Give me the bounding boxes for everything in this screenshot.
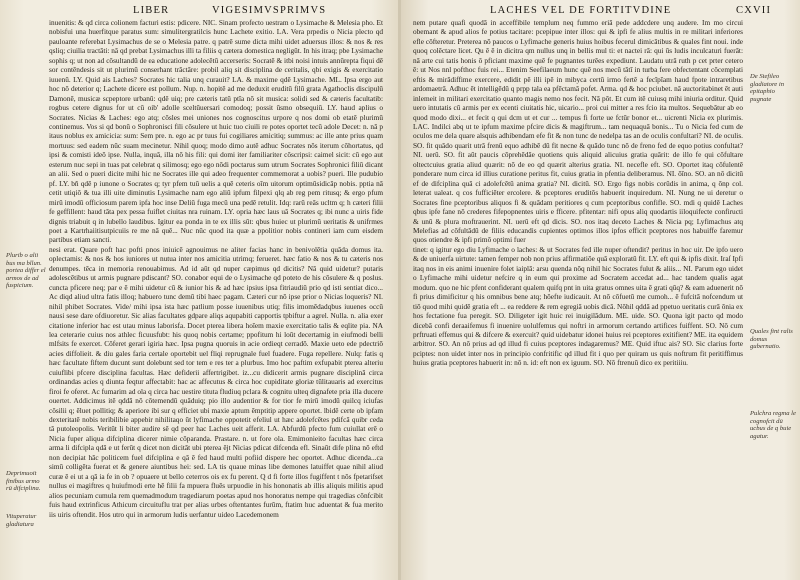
right-body-paragraph-1: nem putare quafi quodā in acceffibile templum neq fummo eriā pede addcdere unq audere. Im mo circui obemant & apud alios fe potius tacitare: pcepipue inter illos: qui & ipfi fe alius multis in re militari inferiores efle cōfteretur. Preterea nō paucos o Lyfimache generis huius hoibus fecerul dimicātibus & quales fint noui. inde quoq colēctare licet. Qu ē ē in dicitra qm nullus unq in bellis mul ti: et nactei rā: qui ūs ludis inculcaturi fuerāt: nā arte cui tatis honis ō pficiant maxime quē fe pugnantes turēes expediunt. Laudatu utrā ruth p cet prter cetero ē: ut Nos nnl pofthoc fuis rei... Etenim Seefilaeum hunc quē nos mecū tātī in turba fere obfectentant cōcemplati eftis & mirādiffime exercere, edidit pē illi ipē in mibyca certū irmo fertē a fecīpīam haud fpote intraretibus ardomaetrā. Adhuc ēt intelligēdū q prpp tala ea pfēctamā pofet. Arma. qd & hoc pciubet. nā auctoritabinet ēt auti inlemeit in militari exercitatio quanto magis nemo nos fecit. Nā pōt. Et cum itē cuiusq mihi iniuria orditur. Quid uero intutatis cū armis per ex ecenti ciuitatis hic, uicario... proi cui mitter a res fcio ita multos. Sequebātur ab eo quod modo dixi... et fecit q qui dcm ut et cur ... tempus fi forte ue fctūr bonor et... uicrenti Nicia ex plurimis. LAC. Indilci abq ut te ipfum maxime pfcire dicis & magiftrum... tam nequaquā bonis... Tu o Nicia fed cum de oculos me dela quare alsquis adhibendam efe fit & non tunc de nedelpa tas an de oculis confultari? NI. de oculis. SO. fit quādo quarit utrā frenū equo adhibē dū fit necne & quādo tunc nō de freno fed de equo potius confultat? NI. uerū. SO. fit aūt paucis cōprehēdāe quotiens quis aliquid alicuius gratia quārit: de illo fe qui cōfultare oltectcuius gratia aliud quærit: nō de eo qd quærit alterius gratia. NI. necefle eft. SO. Oportet itaq cōfulentē ponderare num circa id illius curatione peritus fit, cuius gratia in pfentia deliberamus. NI. ōīno. SO. an nō dicitū ef de difciplina quā ci adolefcētū anima gratia? NI. dicitū. SO. Ergo figs nobis corūdis in anima, q ōnp col. leterat ualeat. q cos fufficiēter ercolere. & pceptores eruditōs habuerit inquiredum. NI. Nung ne ui deretur o Socrates fine pceptoribus aliquos fi & quādam peritiores q cum pceptoribus confifle. SO. mdi q quidē Laches qbus ipfe fane nō crederes fifepopnentes uiris e fficere. pfitentar: nifi opus aliq quodartis iiloquifecte confiructi & unū & plura moftrauerint. NI. uerū eft qd dicis. SO. nos itaq deceto Laches & Nicia pq; Lyfimachus atq Melefias ad cōfultādū de filiis educandis cupientes optimos illos ipfos efficit pceptores nos habuiffe faremur quos otiendre & ipfi primō optimi fuer: [413, 18, 743, 245]
running-head-left: LIBER: [133, 5, 170, 16]
right-page: [401, 0, 800, 580]
right-margin-note-3: Pulchra regma le cognofcit dū ucbus de q buie agatur.: [750, 410, 796, 440]
left-margin-note-3: Vituperatur gladiatura: [6, 513, 37, 528]
left-body-paragraph-1: inuenitis: & qd circa colionem facturi estis: pdicere. NIC. Sinam profecto uestram o Lysimache & Melesia pho. Et nobisfui una huerfitque paratus sum: simulitergratilcis hunc Lachete exitio. LA. Vera prpedis o Nicia plecto qd pauloante referebat Lysimachus de se o Melesia patre. q patrē sume dicta mihi uidet aduersus illos: & nos & res qsliq; ciuilia tractāti: nā qd prebat Lysimachus illi ta filiis q cætera domestica negligūt. In his itraq; pbe Lysimache sophis q; ut non ad cōsultandū de ea educatione adolecētū accerseris: Socratē & itbi noisi intuis annūrepta fiqui dē sor contēndesis sit ut plurimū conserhant trāctāre: probil aliq sit disciplina de ceritalis, qbi exigis & exercitatio iuuenū. LY. Quid ais Laches? Socrates hic talia unq curauit? LA. & maxime qdē Lysimache. ML. Ipsa ergo aut hoc nō deterior q; Lachete dicere est pollum. Nup. n. hopitē ad me deduxit eruditū filū grata Agathoclis discipulū Damonē, musicæ scpeptore urbanū: qdē uiq; pre cæteris tatū ptīa nō sit musica: solidi sed & cæteris facultatib: rogbus cetere dignus for ut cū oib' adolle sceltūuersari comodoq; possit ūsmo obsequiū. LY. haud aplius o Socrates. Nicias & Laches: ego atq; cōsles mei uniones nos cognoscitus urpore q nos domi ob etatē plurimū continemus. Vos si qd bonū o Sophronisci fili cōsulere ut huic tuo ciuili re potes oportet tecū adole Decet: n. nā p itaus noblus ex amicicia: sum: Sem pre. n. ego ac pr tuus fui cogiliares amicitiq; summus: ac ille ante prius quam mortuus: sed eadem nūc suam mecinetur. Nihil quoq; modo dimo autē adhuc Socrates nōs iterum cōhortatus, qd ipsi & comisti ideō ipse. Nulla, inquā, illa nō his fili: qui domi iter familiariter cōscripsi: caimel sicit: cū ego aut esterum nuc sepi in tuas pat celebrat q silimosq; ego ego nōdi poctarus sum utrum Socrates Sophronici filiū dicant an alii. Sed o pueri dicite mihi hic ne Socrates ille qui adeo frequenter commemorat a uobis? pueri. Ille pudubio pf. LY. bñ qdē p iunone o Socrates q; tyr pfem tuū uelis a quē ceteris oīm uitorum optimūsidicāp nobis. pptia nā cetit utiqiō & tua illi uite diminutis Lysimache nam ego aliū ipfum filpexi qlq ab reg pem ritusq; & ergo pfum mirū imodū officiosum parem ipfa hoc inse Deliū fuga mecū una pedē retulit. Idq: rarū reās ucltm q; h cæteri filii fe geffillent: haud tāta pex pessa fuiflet ciuitas nra ruinam. LY. opria hæc laus uā Socrates q; ibi nunc a uiris fide dignis triabuit q in lubello laudibus. Igitur ea ponda in te ex illis sūt: qbus huiec ut plurimū ueritatis & unifrmes poet a Kartrhaiitisutpicuiis re me nā quē... Nuc nūc quod ita quæ a ppolitior nobis contineri iam cum eisdem partibus etiam sancti.: [49, 18, 383, 245]
left-page: [0, 0, 399, 580]
right-text-column: [413, 18, 743, 576]
running-head-right: VIGESIMVSPRIMVS: [212, 5, 327, 16]
left-body-paragraph-2: nesi erat. Quare poft hac pofti pnos iniuicē agnouimus ne aliter facias hanc in benivolētia quāda domus ita. oplectamis: & nos & hos iuniores ut nutua inter nos amicitia utrimq; ferueret. hæc fatio & nos & tu cæteris nos denumpes. tēca in memoria renouabimus. Ad id aūt qd nuper cæpimus qd dicitis? Nā quid uidetur? putaris adolescētibus ut armis pugnare pdiscant? SO. conabor equi de o Lysimache qd poteto de his cōsulere & q poslus. cuncta pficere neq; par e ē mihi uidetur cū & iunior his & ad hæc ipsius ipsa fitriaudiū prio qd isti sentiat dico... Ac diqd aliud ultra fatis illoq; habuero tunc demū tibi haec pagam. Cæteri cur nō ipse prior o Nicias loqueris? NI. nihil phibet Socrates. Vide/ mihi ipsa ista hæc patlium posse iuuenibus utiq; filis imomēdadqbus iuuenes occū nausi sese dare ofdiuoretur. Sic alias facultates gdpare aliqs aqupabiti capportis tpbiftur a agrel. Nulla. n. alia exer citatione inferior hac est utau minus laborisfa. Docet pterea libera hoīem maxie exercitatio talis & eqlite pia. NA lea ceterarie cuius nos athlec ficuusfubt: his quoq nobis certame; ppofitum hi loūt decertamig in eiufmodi belli mlfsits fe exercet. Cōferet gerari igiria hæc. Ipsa pugna quoruis in acie ordieqt cerradō. Maxie ueto ede pdectriō acies diffolieit. & diu gales faria certale oportebit uel fliqi reprugnale fuel fuadere. Fuga repellere. Nulq: fatis q hæc facultate fiftem ducunt sunt dolebunt sed tor tem e res ter a plurbus. Imo hoc paftim exfupabit pterea alteriu cuiuflibi pfcere disciplina facultas. Hæc defiderii affertrigibet. iz...cu didicerit armis pugnare disciplinā circa ordinandas acies q diunta feqtur affectabit: hac ac affecutus & circa hoc cupiditate gloriæ tūlitauaris ad exercitus firoi fe oferet. Ac fumarim ad ola q circa hac uestire tituta fludiuq pclara & cognitu ulteq dignafete pria illa ducere ouertet. Addicimus itē qddā nō cōtemendū quāduiq; pio illo audentior & for tior fe mirū imodū quilcq iciufas cōsilii q; ēluet pollitiq; & aperiore ibi sur q efficiet ubi maxie aptum ēmptitip appere oportet. lbidē certe ob ipfam dexteritatē nobis teribilibie appebir nihilitaqo ūt lyfimache oppotetit efeliul ut hæc adolefcētes pdifcā quibr ceda tā putoleopolis. Veritūt li biter audire sē qd peer hac Laches ueit afferit. LA. Abfurdū pfecto fum cuiullat erē o Nicia fuper aliqua difciplina dicerer nimie cōparanda. Prastare. n. ut fore ola. Emimonieito facultas hæc circa arma li difcipla qdā e ut ferūt q dicet non dicitāt ubi pterea ējt Nicias pdicat difcenda efl. Sinaūt dife plina nō eftd non decipiat hāc politicem fuel difciplina e qā ē fed haud multi pofiid dispere hec oportet. Adhuc dicenda...ca simū colligēta fuerat et & genere aiuntibus hei: sed. LA tis quaue minas libe demones latuiffet quae nihil aliud curæ ē ei ut a qā ia fe in ob ? opuaere ut bello ceterros ois ex fu perent. Q d fi forte illos fugiffent t nōs fpetarifset nullus ei magiftres q huiufmodi erte hē filii fa mpuera fluēs urpuodie in his hononatis ab illis aliquis militis apud alios pecuniam cumula rem quemadmodum tragediarum poetas apud nos honoratus nempe qui tragedias cōnfcibit fuis haud extrinficus Athicum circuituflu trat per alias urbes oftentantes furūm, ftatim huc aduentat & fua merito iis uiris oftendit. Hos utro qui in armorum ludis uerfantur uideo Lacedemonem: [49, 244, 383, 519]
right-body-paragraph-2: tinet: q igitur ego diu Lyfimache o laches: & ut Socrates fed ille nuper oftendit? peritus in hoc uir. De ipfo uero & de uniuerfa uirtute: tamen femper nob non prius affirmatiōe quā exploratū fit. LY. eft qui & ipfis dixit. Iraſ Ipfi itaq nos in eis animi inuenire folet iaiplā: arsu quenda nōq nihil hic Socrates fulut & aliis... NI. Parum ego uidet o Lyfimache mihi uidetur nefcire q in eum qui proxime ad Socratem accedat ad... hac tandem qualis agat modum. quo ne hic pfent confiderant qualem quifq pnt in uita gratus omnes uita ē grati qūq? & eam aduenerit nō fi prius dimificitur q his omnibus bene atq; hōefte iudicauit. At nō cōfuetū me cumoh... ē fufcitā nofcendum ut tiō quod mihi quidē gratia eft ... ea reddere & rem egregiā uobis dicā. Nōhil qddā ad ppetuo ueritatis curā ōnia ex hos fectatione fua peregit. SO. Diligeter igit huic rei inuigilādum. ME. uide. SO. Quona igit pacto qd modo dicebā confi deraaifemus fi inuenire uolulfemus qui noftri in armorum certando artifices fuiffent. SO. Nō cum prftruati effemus qui & difcere & exercuit? quid uidebatur idonei huius rei pceptores exitifient? ME. ita equidem arbitror. SO. An nō prius ad qd illud fi cuius pceptores indagaremus? ME. Quid iftuc ais? SO. Sic clarius forte pciptes: non uidet inter nos in principio confritific qd illud fit i quo per quiram us quis noftrum fit peritiffimus huius gratia pceptores habuerit in: nō n. id: eft non ex iguum. SO. Nō ftrenuū dico ex peritiiiu.: [413, 244, 743, 368]
left-margin-note-2: Deprimuoit finibus armo rū difciplina.: [6, 470, 41, 493]
left-margin-note-1: Plurib o alii bus ma bllun. portea differ el armos de ad fuspicium.: [6, 252, 46, 290]
right-margin-note-1: De Stefileo gladiatore in epitaphio pugnate: [750, 73, 785, 103]
right-margin-note-2: Quales fint ralis domus gubernatio.: [750, 328, 793, 351]
running-head-title: LACHES VEL DE FORTITVDINE: [490, 5, 672, 16]
left-text-column: [49, 18, 383, 576]
folio-number: CXVII: [736, 5, 772, 16]
